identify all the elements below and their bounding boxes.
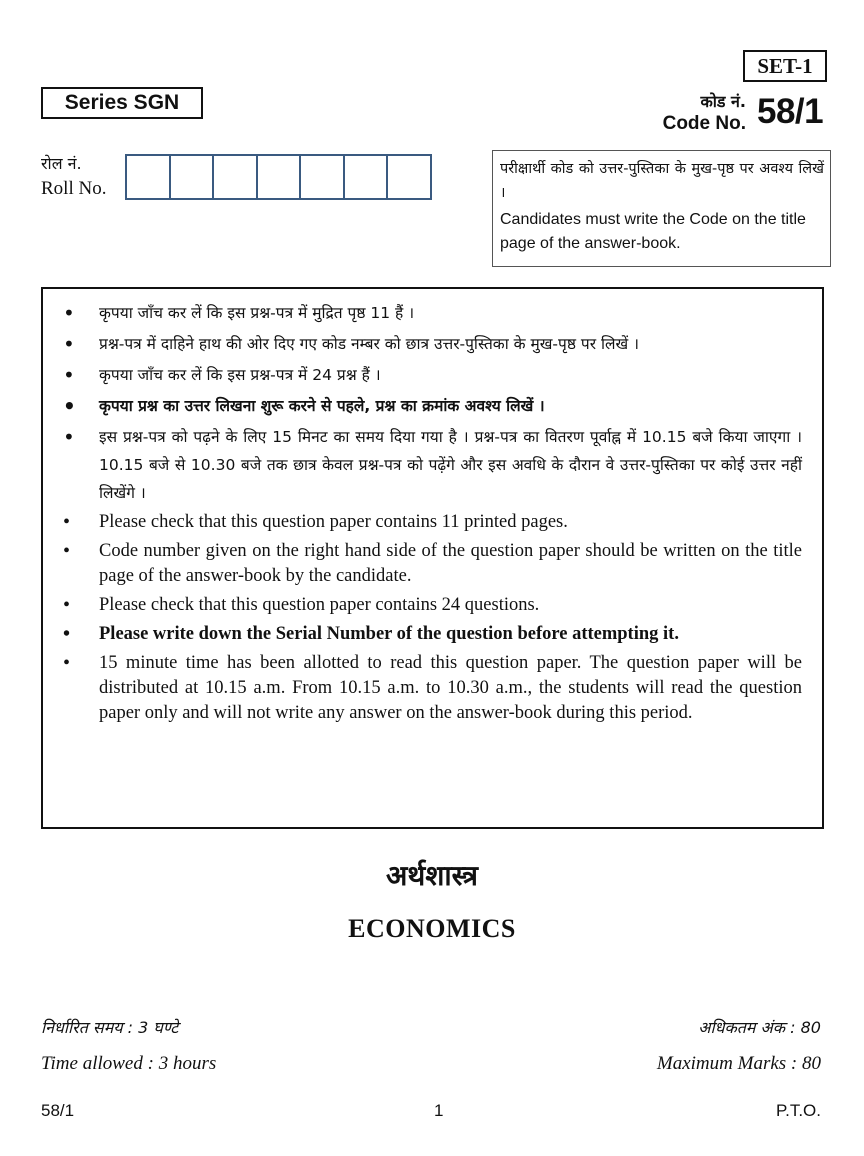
max-marks-english: Maximum Marks : 80: [656, 1053, 821, 1074]
footer-pto: P.T.O.: [775, 1101, 821, 1120]
roll-label-hindi: रोल नं.: [41, 154, 82, 173]
instruction-english: • Code number given on the right hand side of the question paper should be written on the title page of the answer-book by the candidate.: [63, 539, 802, 589]
instructions-list: [63, 299, 802, 726]
instruction-english: • Please write down the Serial Number of the question before attempting it.: [63, 622, 802, 647]
instruction-hindi: • कृपया प्रश्न का उत्तर लिखना शुरू करने से पहले, प्रश्न का क्रमांक अवश्य लिखें ।: [63, 392, 802, 420]
series-label: Series SGN: [41, 87, 203, 119]
instruction-hindi: • कृपया जाँच कर लें कि इस प्रश्न-पत्र में मुद्रित पृष्ठ 11 हैं ।: [63, 299, 802, 327]
footer-page-number: 1: [434, 1101, 444, 1120]
subject-title-hindi: अर्थशास्त्र: [386, 859, 478, 892]
code-note-box: [492, 150, 831, 267]
roll-label-english: Roll No.: [41, 178, 107, 199]
roll-number-cell[interactable]: [212, 154, 258, 200]
time-allowed-hindi: निर्धारित समय : 3 घण्टे: [41, 1018, 179, 1037]
instruction-hindi: • प्रश्न-पत्र में दाहिने हाथ की ओर दिए गए कोड नम्बर को छात्र उत्तर-पुस्तिका के मुख-पृष्ठ पर लिखें ।: [63, 330, 802, 358]
code-note-english: Candidates must write the Code on the title page of the answer-book.: [500, 211, 806, 252]
code-label-english: Code No.: [662, 113, 746, 134]
max-marks-hindi: अधिकतम अंक : 80: [698, 1018, 821, 1037]
subject-title-english: ECONOMICS: [348, 914, 516, 943]
instruction-english: • 15 minute time has been allotted to read this question paper. The question paper will be distributed at 10.15 a.m. From 10.15 a.m. to 10.30 a.m., the students will read the question paper only and will not write any answer on the answer-book during this period.: [63, 651, 802, 726]
instruction-english: • Please check that this question paper contains 24 questions.: [63, 593, 802, 618]
code-label-hindi: कोड नं.: [700, 92, 746, 111]
roll-number-boxes: [125, 154, 430, 200]
roll-number-cell[interactable]: [386, 154, 432, 200]
roll-number-cell[interactable]: [299, 154, 345, 200]
instruction-hindi: • कृपया जाँच कर लें कि इस प्रश्न-पत्र में 24 प्रश्न हैं ।: [63, 361, 802, 389]
instructions-box: [41, 287, 824, 829]
set-label: SET-1: [743, 50, 827, 82]
roll-number-cell[interactable]: [125, 154, 171, 200]
instruction-english: • Please check that this question paper contains 11 printed pages.: [63, 510, 802, 535]
code-note-hindi: परीक्षार्थी कोड को उत्तर-पुस्तिका के मुख-पृष्ठ पर अवश्य लिखें ।: [500, 161, 824, 201]
footer-code: 58/1: [41, 1101, 75, 1120]
instruction-hindi: • इस प्रश्न-पत्र को पढ़ने के लिए 15 मिनट का समय दिया गया है । प्रश्न-पत्र का वितरण पूर्वाह्न में 10.15 बजे किया जाएगा । 10.15 बजे से 10.30 बजे तक छात्र केवल प्रश्न-पत्र को पढ़ेंगे और इस अवधि के दौरान वे उत्तर-पुस्तिका पर कोई उत्तर नहीं लिखेंगे ।: [63, 423, 802, 507]
roll-number-cell[interactable]: [169, 154, 215, 200]
roll-number-cell[interactable]: [343, 154, 389, 200]
time-allowed-english: Time allowed : 3 hours: [41, 1053, 217, 1074]
roll-number-cell[interactable]: [256, 154, 302, 200]
code-number: 58/1: [757, 92, 824, 131]
